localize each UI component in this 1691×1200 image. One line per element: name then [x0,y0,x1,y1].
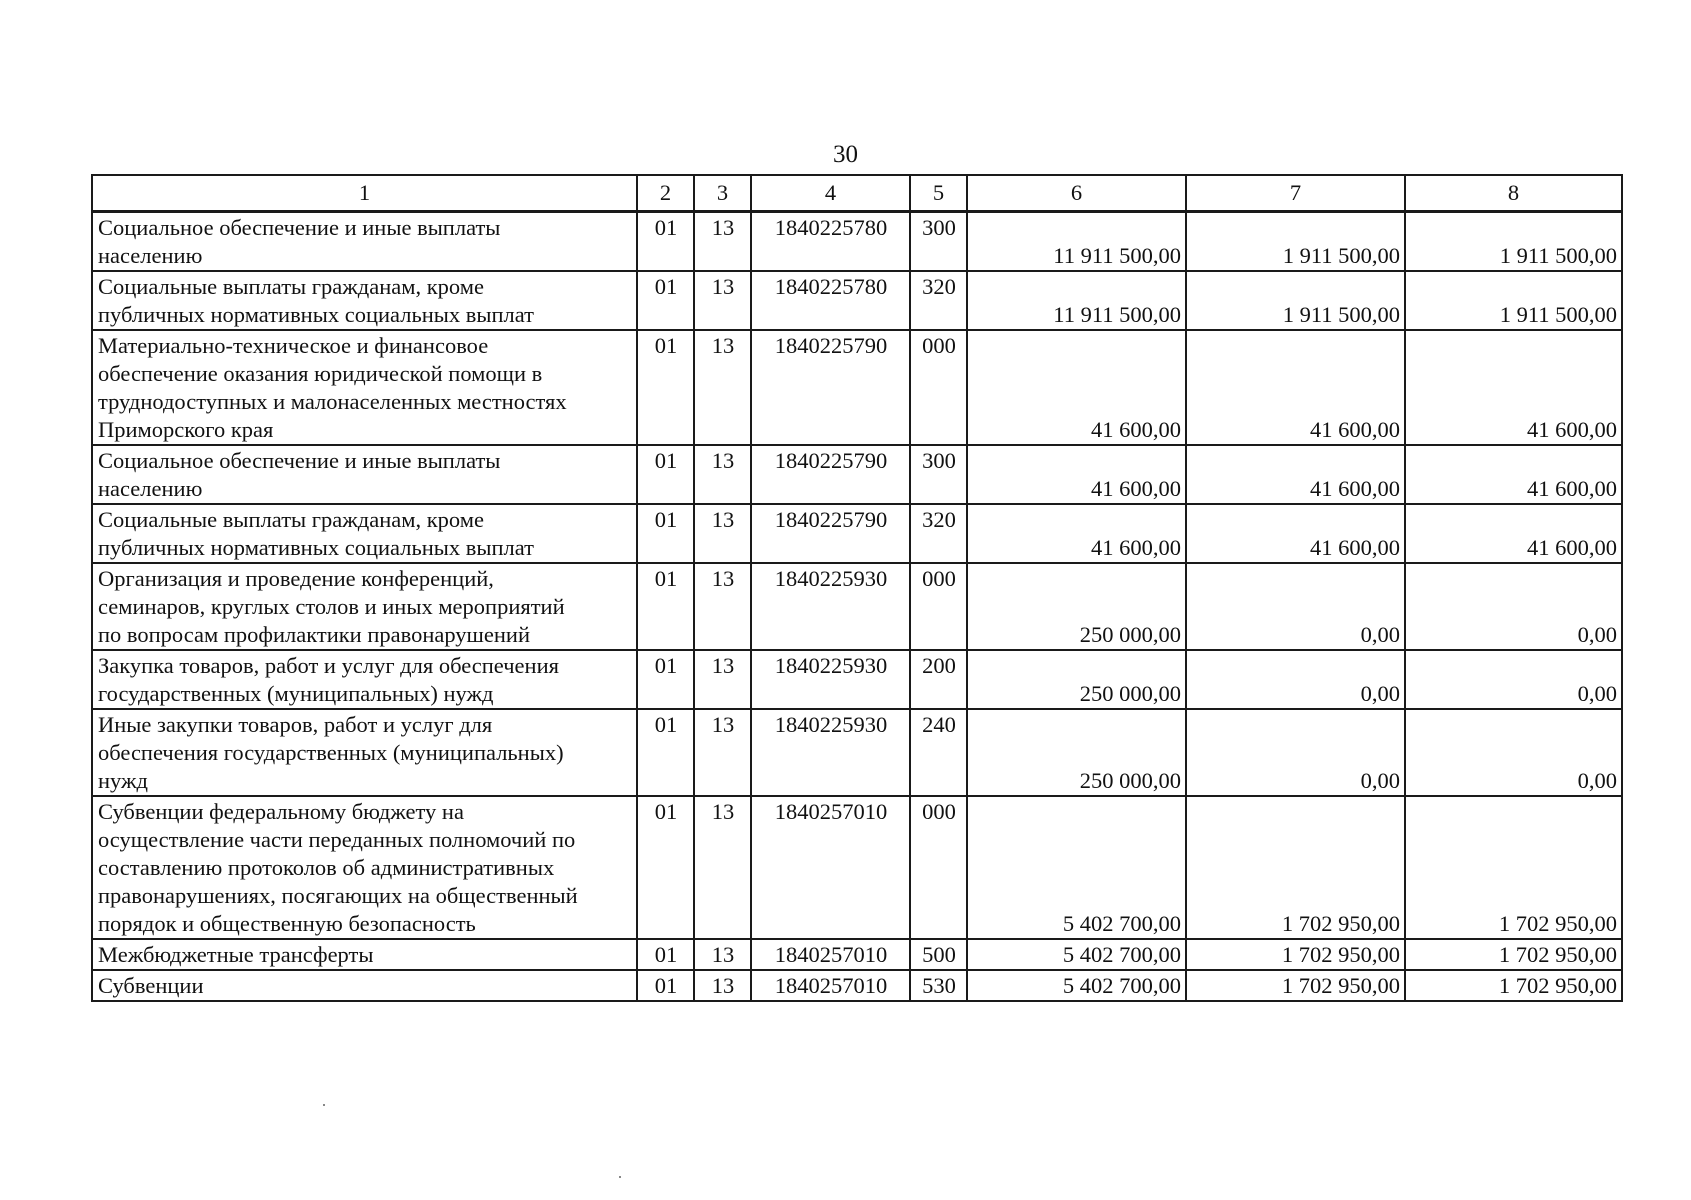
header-cell-7: 7 [1186,175,1405,212]
expense-type-cell: 000 [910,330,967,445]
row-name-line: Организация и проведение конференций, [98,566,494,591]
amount-cell-6: 250 000,00 [967,563,1186,650]
subsection-cell: 13 [694,212,751,272]
target-article-cell: 1840225780 [751,271,910,330]
expense-type-cell: 530 [910,970,967,1001]
expense-type-cell: 320 [910,271,967,330]
row-name-line: Социальные выплаты гражданам, кроме [98,507,484,532]
table-row [92,796,1622,939]
row-name-line: Социальные выплаты гражданам, кроме [98,274,484,299]
row-name-line: Межбюджетные трансферты [98,942,374,967]
row-name-cell [92,939,637,970]
section-cell: 01 [637,563,694,650]
target-article-cell: 1840257010 [751,796,910,939]
expense-type-cell: 500 [910,939,967,970]
table-row [92,271,1622,330]
section-cell: 01 [637,330,694,445]
expense-type-cell: 240 [910,709,967,796]
table-row [92,212,1622,272]
row-name-line: Субвенции федеральному бюджету на [98,799,464,824]
amount-cell-6: 5 402 700,00 [967,939,1186,970]
row-name-line: населению [98,243,203,268]
row-name-cell [92,212,637,272]
row-name-cell [92,796,637,939]
table-row [92,709,1622,796]
row-name-line: Субвенции [98,973,204,998]
row-name-line: Закупка товаров, работ и услуг для обеспечения [98,653,559,678]
amount-cell-6: 41 600,00 [967,445,1186,504]
row-name-line: обеспечения государственных (муниципальных) [98,740,564,765]
table-row [92,504,1622,563]
row-name-cell [92,445,637,504]
row-name-cell [92,330,637,445]
section-cell: 01 [637,504,694,563]
row-name-line: составлению протоколов об административных [98,855,555,880]
row-name-line: населению [98,476,203,501]
section-cell: 01 [637,212,694,272]
header-cell-5: 5 [910,175,967,212]
target-article-cell: 1840225930 [751,709,910,796]
row-name-cell [92,563,637,650]
amount-cell-7: 1 702 950,00 [1186,939,1405,970]
amount-cell-7: 1 702 950,00 [1186,970,1405,1001]
row-name-line: Социальное обеспечение и иные выплаты [98,215,501,240]
row-name-line: публичных нормативных социальных выплат [98,535,534,560]
row-name-cell [92,709,637,796]
header-cell-6: 6 [967,175,1186,212]
amount-cell-6: 41 600,00 [967,504,1186,563]
subsection-cell: 13 [694,709,751,796]
table-row [92,650,1622,709]
row-name-cell [92,650,637,709]
target-article-cell: 1840225790 [751,330,910,445]
table-row [92,563,1622,650]
amount-cell-7: 0,00 [1186,563,1405,650]
target-article-cell: 1840225930 [751,563,910,650]
subsection-cell: 13 [694,330,751,445]
expense-type-cell: 200 [910,650,967,709]
amount-cell-8: 41 600,00 [1405,504,1622,563]
amount-cell-8: 1 702 950,00 [1405,939,1622,970]
amount-cell-8: 41 600,00 [1405,330,1622,445]
amount-cell-8: 0,00 [1405,650,1622,709]
amount-cell-6: 5 402 700,00 [967,970,1186,1001]
row-name-line: правонарушениях, посягающих на общественный [98,883,578,908]
scan-speck [323,1104,325,1106]
amount-cell-7: 1 911 500,00 [1186,212,1405,272]
amount-cell-7: 41 600,00 [1186,504,1405,563]
expense-type-cell: 320 [910,504,967,563]
page-number: 30 [833,141,858,168]
section-cell: 01 [637,271,694,330]
amount-cell-6: 5 402 700,00 [967,796,1186,939]
amount-cell-7: 0,00 [1186,709,1405,796]
amount-cell-6: 11 911 500,00 [967,271,1186,330]
amount-cell-8: 41 600,00 [1405,445,1622,504]
amount-cell-7: 0,00 [1186,650,1405,709]
section-cell: 01 [637,445,694,504]
header-cell-4: 4 [751,175,910,212]
table-row [92,939,1622,970]
section-cell: 01 [637,796,694,939]
amount-cell-8: 1 702 950,00 [1405,796,1622,939]
table-row [92,445,1622,504]
row-name-line: нужд [98,768,148,793]
target-article-cell: 1840225790 [751,445,910,504]
row-name-line: труднодоступных и малонаселенных местностях [98,389,567,414]
amount-cell-8: 1 911 500,00 [1405,212,1622,272]
amount-cell-6: 250 000,00 [967,709,1186,796]
header-cell-1: 1 [92,175,637,212]
row-name-cell [92,970,637,1001]
row-name-line: по вопросам профилактики правонарушений [98,622,530,647]
target-article-cell: 1840225790 [751,504,910,563]
header-row [92,175,1622,212]
header-cell-3: 3 [694,175,751,212]
subsection-cell: 13 [694,650,751,709]
subsection-cell: 13 [694,504,751,563]
amount-cell-6: 250 000,00 [967,650,1186,709]
target-article-cell: 1840225780 [751,212,910,272]
budget-table [91,174,1623,1002]
expense-type-cell: 300 [910,212,967,272]
subsection-cell: 13 [694,796,751,939]
target-article-cell: 1840225930 [751,650,910,709]
expense-type-cell: 000 [910,796,967,939]
row-name-line: Иные закупки товаров, работ и услуг для [98,712,493,737]
header-cell-2: 2 [637,175,694,212]
amount-cell-7: 1 702 950,00 [1186,796,1405,939]
amount-cell-7: 41 600,00 [1186,445,1405,504]
subsection-cell: 13 [694,939,751,970]
expense-type-cell: 000 [910,563,967,650]
amount-cell-7: 1 911 500,00 [1186,271,1405,330]
section-cell: 01 [637,709,694,796]
section-cell: 01 [637,650,694,709]
amount-cell-8: 1 702 950,00 [1405,970,1622,1001]
subsection-cell: 13 [694,563,751,650]
subsection-cell: 13 [694,970,751,1001]
row-name-line: осуществление части переданных полномочий по [98,827,576,852]
row-name-line: Материально-техническое и финансовое [98,333,489,358]
amount-cell-6: 11 911 500,00 [967,212,1186,272]
row-name-line: Приморского края [98,417,274,442]
section-cell: 01 [637,939,694,970]
target-article-cell: 1840257010 [751,970,910,1001]
row-name-line: обеспечение оказания юридической помощи в [98,361,543,386]
row-name-line: семинаров, круглых столов и иных мероприятий [98,594,565,619]
amount-cell-8: 0,00 [1405,563,1622,650]
row-name-line: порядок и общественную безопасность [98,911,476,936]
row-name-cell [92,504,637,563]
amount-cell-6: 41 600,00 [967,330,1186,445]
amount-cell-7: 41 600,00 [1186,330,1405,445]
amount-cell-8: 1 911 500,00 [1405,271,1622,330]
row-name-line: Социальное обеспечение и иные выплаты [98,448,501,473]
row-name-line: публичных нормативных социальных выплат [98,302,534,327]
section-cell: 01 [637,970,694,1001]
scan-speck [619,1176,621,1178]
table-body [92,212,1622,1002]
table-row [92,970,1622,1001]
subsection-cell: 13 [694,445,751,504]
row-name-cell [92,271,637,330]
subsection-cell: 13 [694,271,751,330]
row-name-line: государственных (муниципальных) нужд [98,681,494,706]
target-article-cell: 1840257010 [751,939,910,970]
amount-cell-8: 0,00 [1405,709,1622,796]
header-cell-8: 8 [1405,175,1622,212]
table-row [92,330,1622,445]
expense-type-cell: 300 [910,445,967,504]
